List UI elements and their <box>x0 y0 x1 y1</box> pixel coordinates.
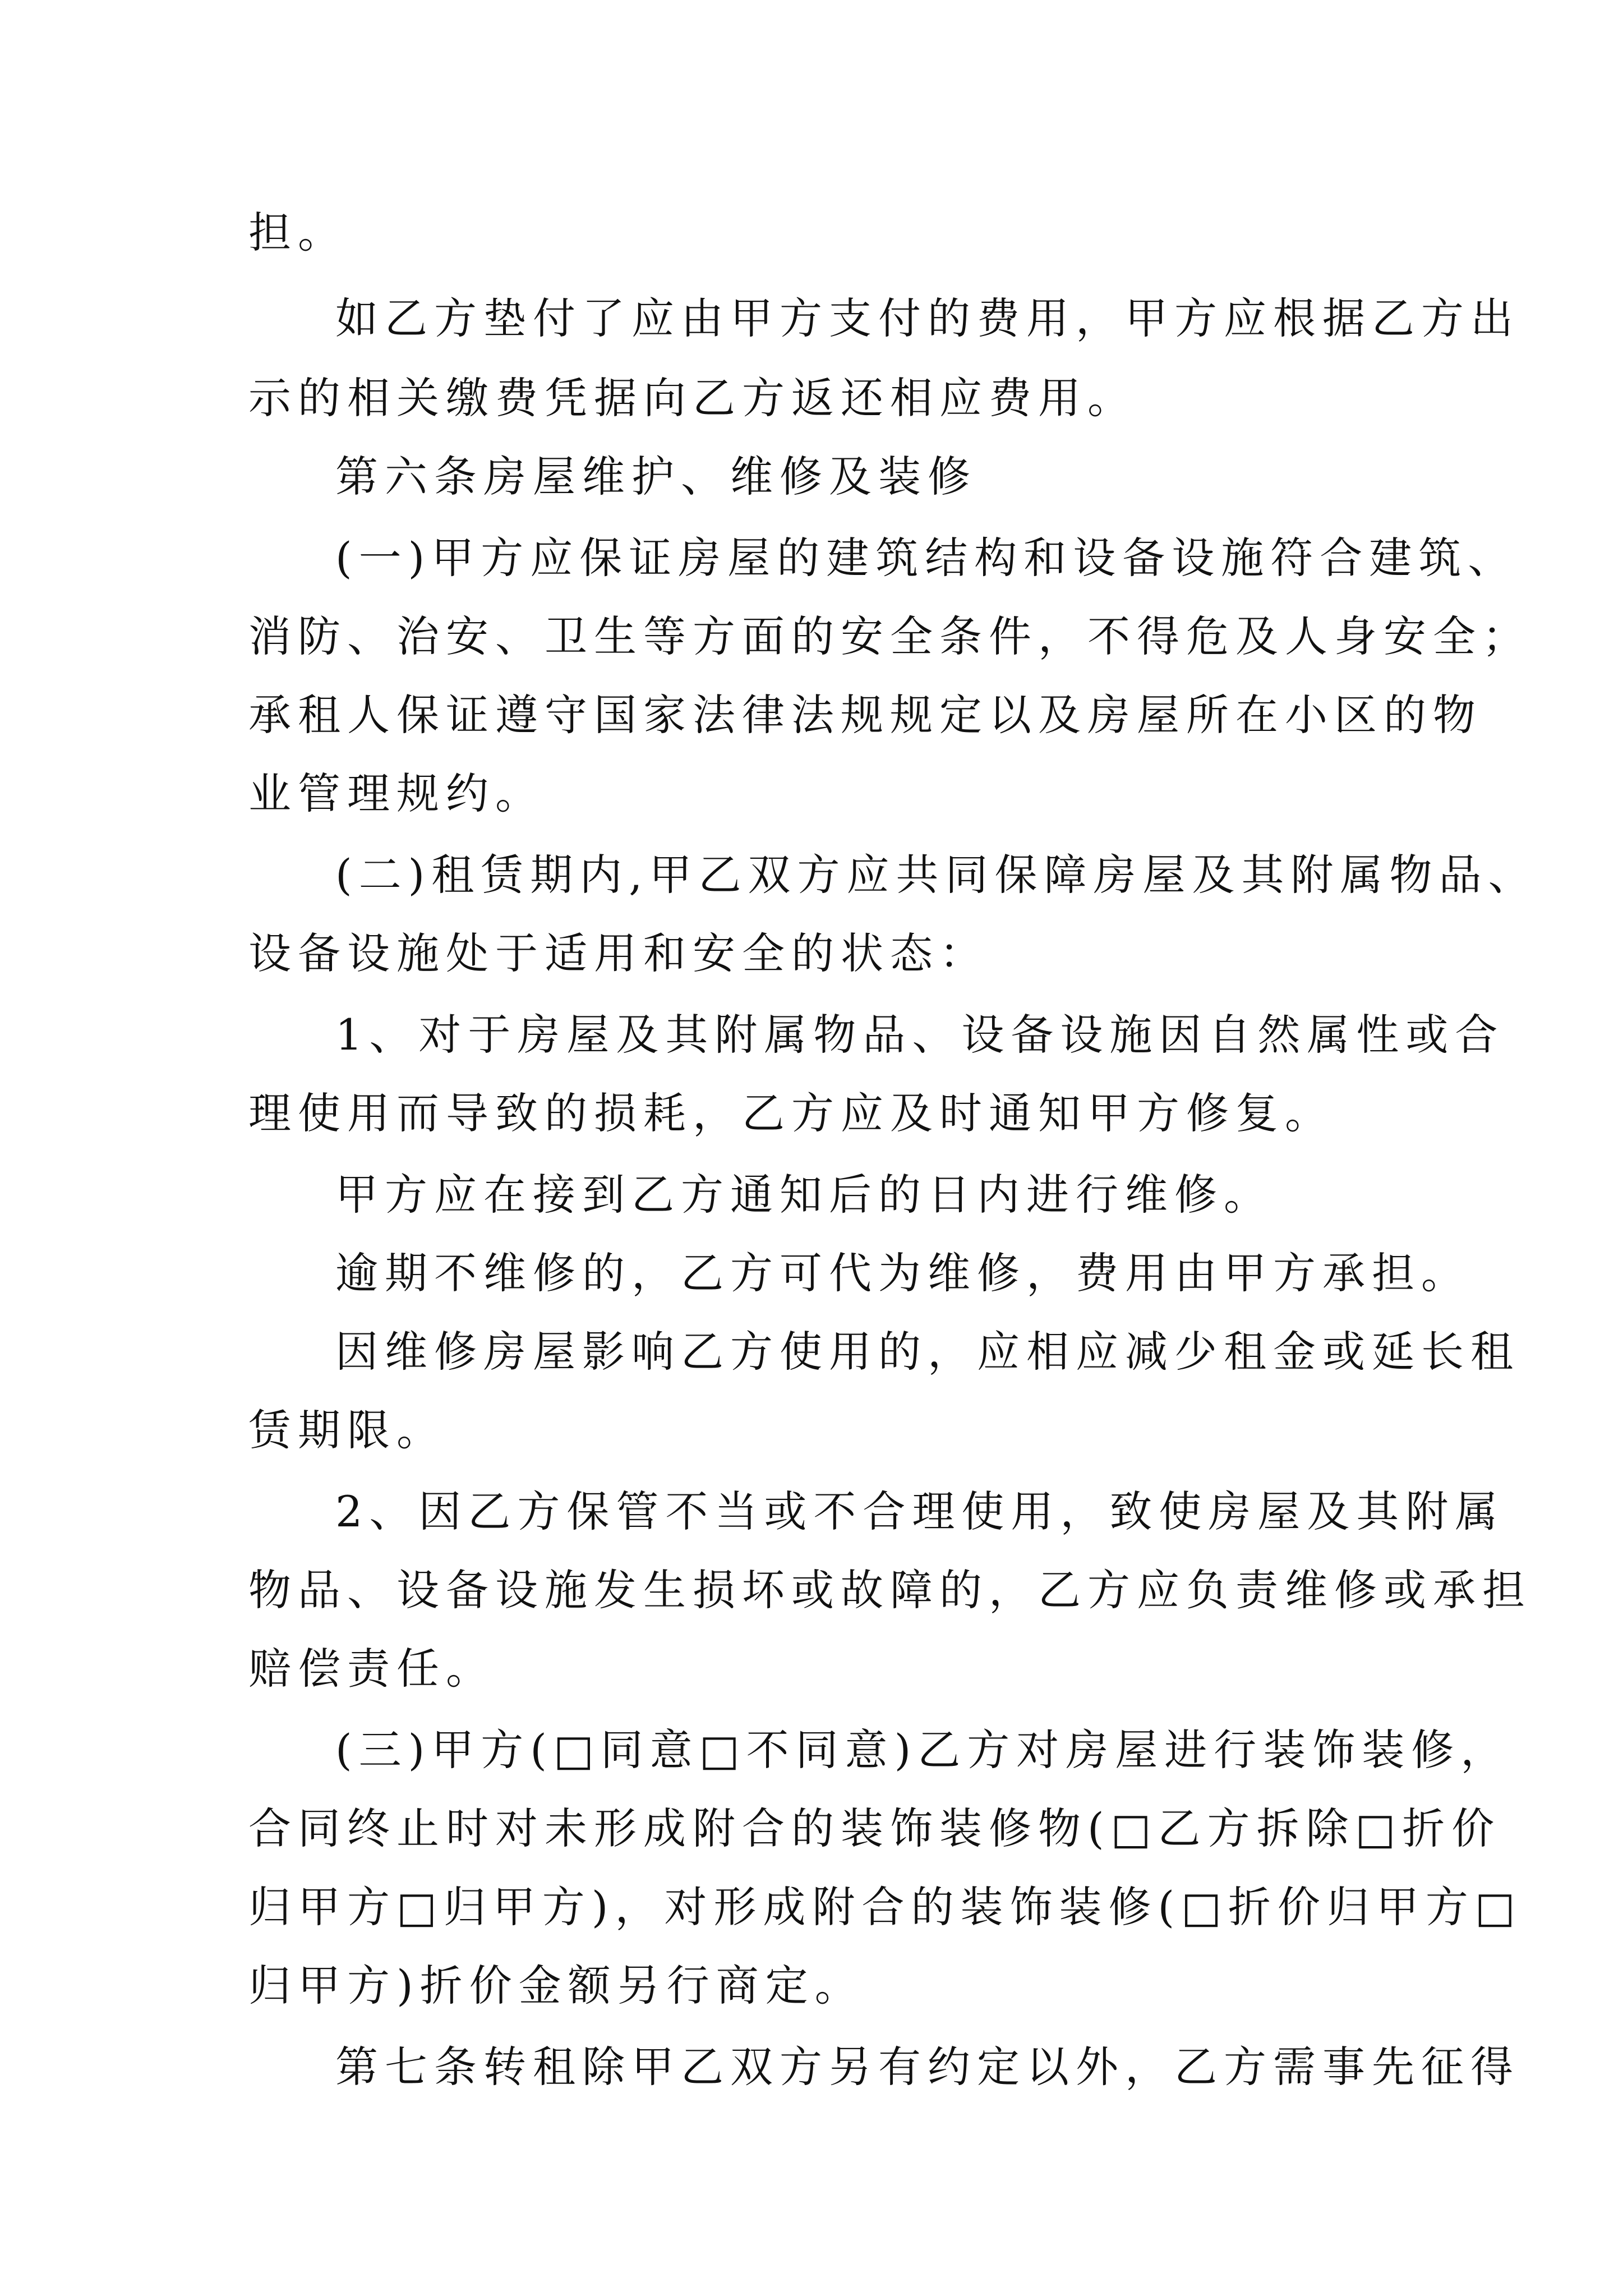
text-line-21: 合同终止时对未形成附合的装饰装修物(□乙方拆除□折价 <box>248 1803 1501 1853</box>
text-line-8: 业管理规约。 <box>248 769 545 818</box>
text-line-9: (二)租赁期内,甲乙双方应共同保障房屋及其附属物品、 <box>335 850 1538 900</box>
text-line-5: (一)甲方应保证房屋的建筑结构和设备设施符合建筑、 <box>335 533 1518 583</box>
text-line-10: 设备设施处于适用和安全的状态： <box>248 928 989 978</box>
text-line-1: 担。 <box>248 208 347 257</box>
text-line-23: 归甲方)折价金额另行商定。 <box>248 1961 864 2010</box>
section-heading-article-6: 第六条房屋维护、维修及装修 <box>335 452 977 501</box>
text-line-12: 理使用而导致的损耗，乙方应及时通知甲方修复。 <box>248 1088 1334 1138</box>
text-line-7: 承租人保证遵守国家法律法规规定以及房屋所在小区的物 <box>248 690 1482 740</box>
text-line-13: 甲方应在接到乙方通知后的日内进行维修。 <box>335 1170 1273 1220</box>
text-line-2: 如乙方垫付了应由甲方支付的费用，甲方应根据乙方出 <box>335 293 1520 343</box>
text-line-19: 赔偿责任。 <box>248 1644 495 1694</box>
text-line-14: 逾期不维修的，乙方可代为维修，费用由甲方承担。 <box>335 1248 1470 1298</box>
text-line-3: 示的相关缴费凭据向乙方返还相应费用。 <box>248 373 1137 423</box>
text-line-22: 归甲方□归甲方)，对形成附合的装饰装修(□折价归甲方□ <box>248 1882 1522 1932</box>
text-line-15: 因维修房屋影响乙方使用的，应相应减少租金或延长租 <box>335 1327 1520 1377</box>
text-line-18: 物品、设备设施发生损坏或故障的，乙方应负责维修或承担 <box>248 1565 1532 1615</box>
text-line-17: 2、因乙方保管不当或不合理使用，致使房屋及其附属 <box>335 1487 1505 1536</box>
text-line-6: 消防、治安、卫生等方面的安全条件，不得危及人身安全； <box>248 611 1532 661</box>
text-line-16: 赁期限。 <box>248 1405 446 1455</box>
section-heading-article-7: 第七条转租除甲乙双方另有约定以外，乙方需事先征得 <box>335 2042 1520 2092</box>
text-line-20: (三)甲方(□同意□不同意)乙方对房屋进行装饰装修， <box>335 1725 1510 1775</box>
text-line-11: 1、对于房屋及其附属物品、设备设施因自然属性或合 <box>335 1010 1505 1060</box>
